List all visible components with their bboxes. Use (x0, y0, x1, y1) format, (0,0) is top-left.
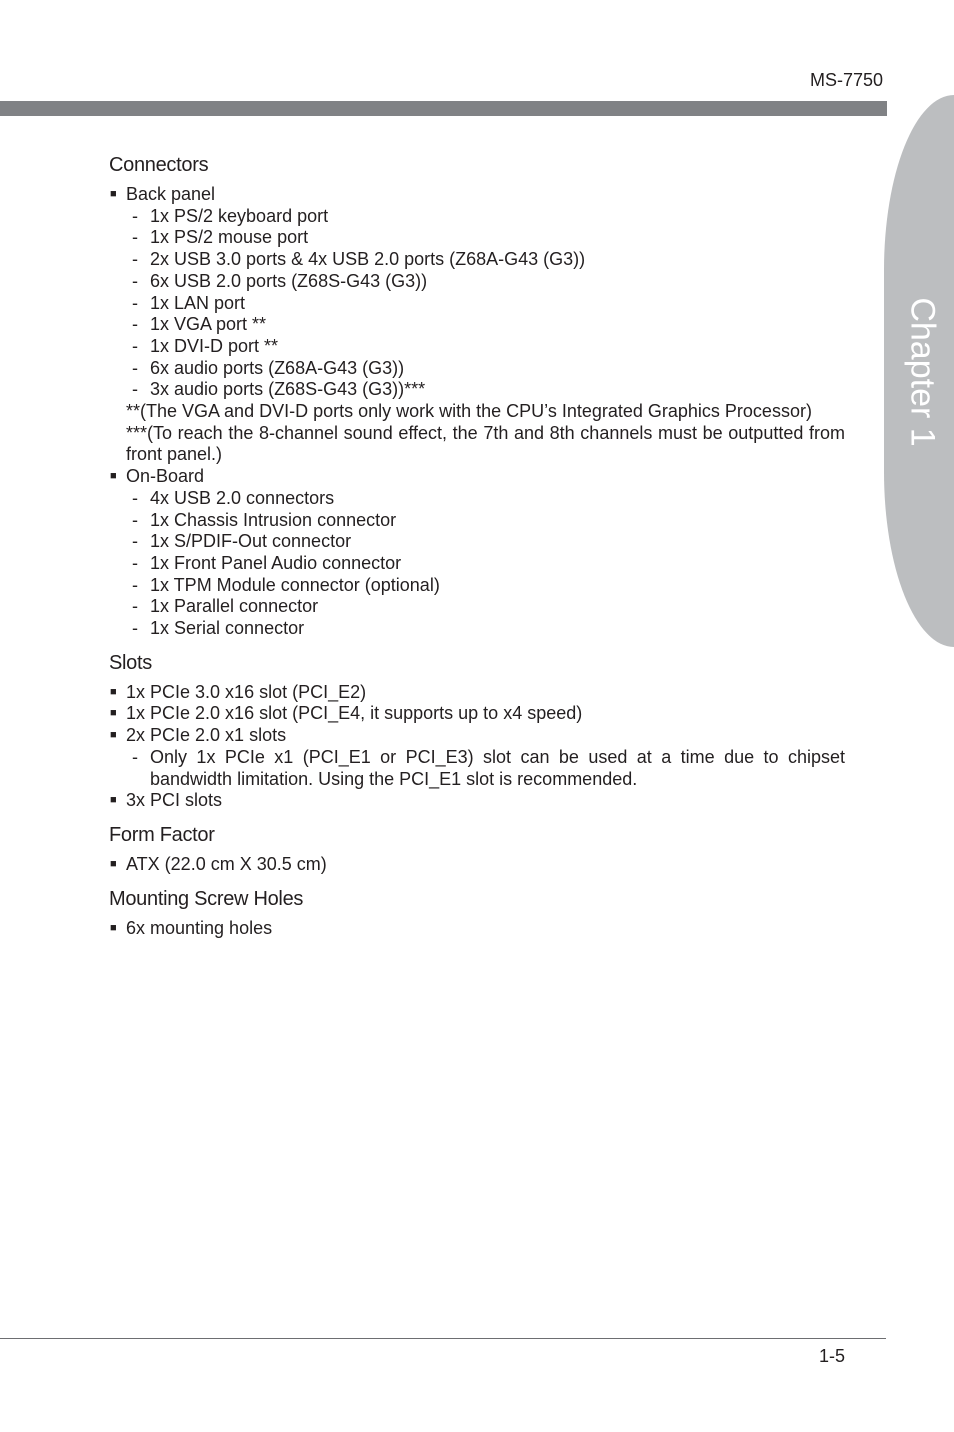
header-bar (0, 101, 887, 116)
chapter-tab-label: Chapter 1 (903, 297, 942, 447)
list-item: - 6x audio ports (Z68A-G43 (G3)) (109, 358, 845, 380)
list-item: ■ 3x PCI slots (109, 790, 845, 812)
slots-section (109, 650, 845, 812)
list-item: ■ 1x PCIe 2.0 x16 slot (PCI_E4, it supports up to x4 speed) (109, 703, 845, 725)
list-item: ■ 2x PCIe 2.0 x1 slots (109, 725, 845, 747)
connectors-heading: Connectors (109, 154, 209, 176)
back-panel-bullet: ■ Back panel (109, 184, 845, 206)
mounting-heading: Mounting Screw Holes (109, 887, 304, 910)
model-number: MS-7750 (809, 70, 883, 90)
list-item: - 1x Chassis Intrusion connector (109, 510, 845, 532)
audio-note: ***(To reach the 8-channel sound effect, the 7th and 8th channels must be outputted from front panel.) (126, 422, 845, 465)
list-item: ■ 6x mounting holes (109, 918, 845, 940)
pcie-x1-note: - Only 1x PCIe x1 (PCI_E1 or PCI_E3) slot can be used at a time due to chipset bandwidth limitation. Using the PCI_E1 slot is recommended. (109, 747, 845, 790)
list-item: - 1x S/PDIF-Out connector (109, 531, 845, 553)
slots-heading: Slots (109, 651, 152, 674)
list-item: - 1x DVI-D port ** (109, 336, 845, 358)
list-item: - 1x Parallel connector (109, 596, 845, 618)
list-item: - 1x PS/2 keyboard port (109, 206, 845, 228)
list-item: - 1x Serial connector (109, 618, 845, 640)
graphics-note: **(The VGA and DVI-D ports only work with the CPU’s Integrated Graphics Processor) (126, 401, 812, 422)
list-item: - 3x audio ports (Z68S-G43 (G3))*** (109, 379, 845, 401)
list-item: - 1x PS/2 mouse port (109, 227, 845, 249)
mounting-section (109, 886, 845, 940)
list-item: - 1x LAN port (109, 293, 845, 315)
connectors-section (109, 152, 845, 640)
list-item: ■ 1x PCIe 3.0 x16 slot (PCI_E2) (109, 682, 845, 704)
list-item: - 4x USB 2.0 connectors (109, 488, 845, 510)
form-factor-section (109, 822, 845, 876)
footer-rule (0, 1338, 886, 1339)
list-item: ■ ATX (22.0 cm X 30.5 cm) (109, 854, 845, 876)
list-item: - 6x USB 2.0 ports (Z68S-G43 (G3)) (109, 271, 845, 293)
list-item: - 1x Front Panel Audio connector (109, 553, 845, 575)
spec-content (109, 152, 845, 949)
on-board-bullet: ■ On-Board (109, 466, 845, 488)
list-item: - 2x USB 3.0 ports & 4x USB 2.0 ports (Z68A-G43 (G3)) (109, 249, 845, 271)
page-number: 1-5 (818, 1346, 845, 1366)
form-factor-heading: Form Factor (109, 823, 215, 846)
list-item: - 1x VGA port ** (109, 314, 845, 336)
list-item: - 1x TPM Module connector (optional) (109, 575, 845, 597)
